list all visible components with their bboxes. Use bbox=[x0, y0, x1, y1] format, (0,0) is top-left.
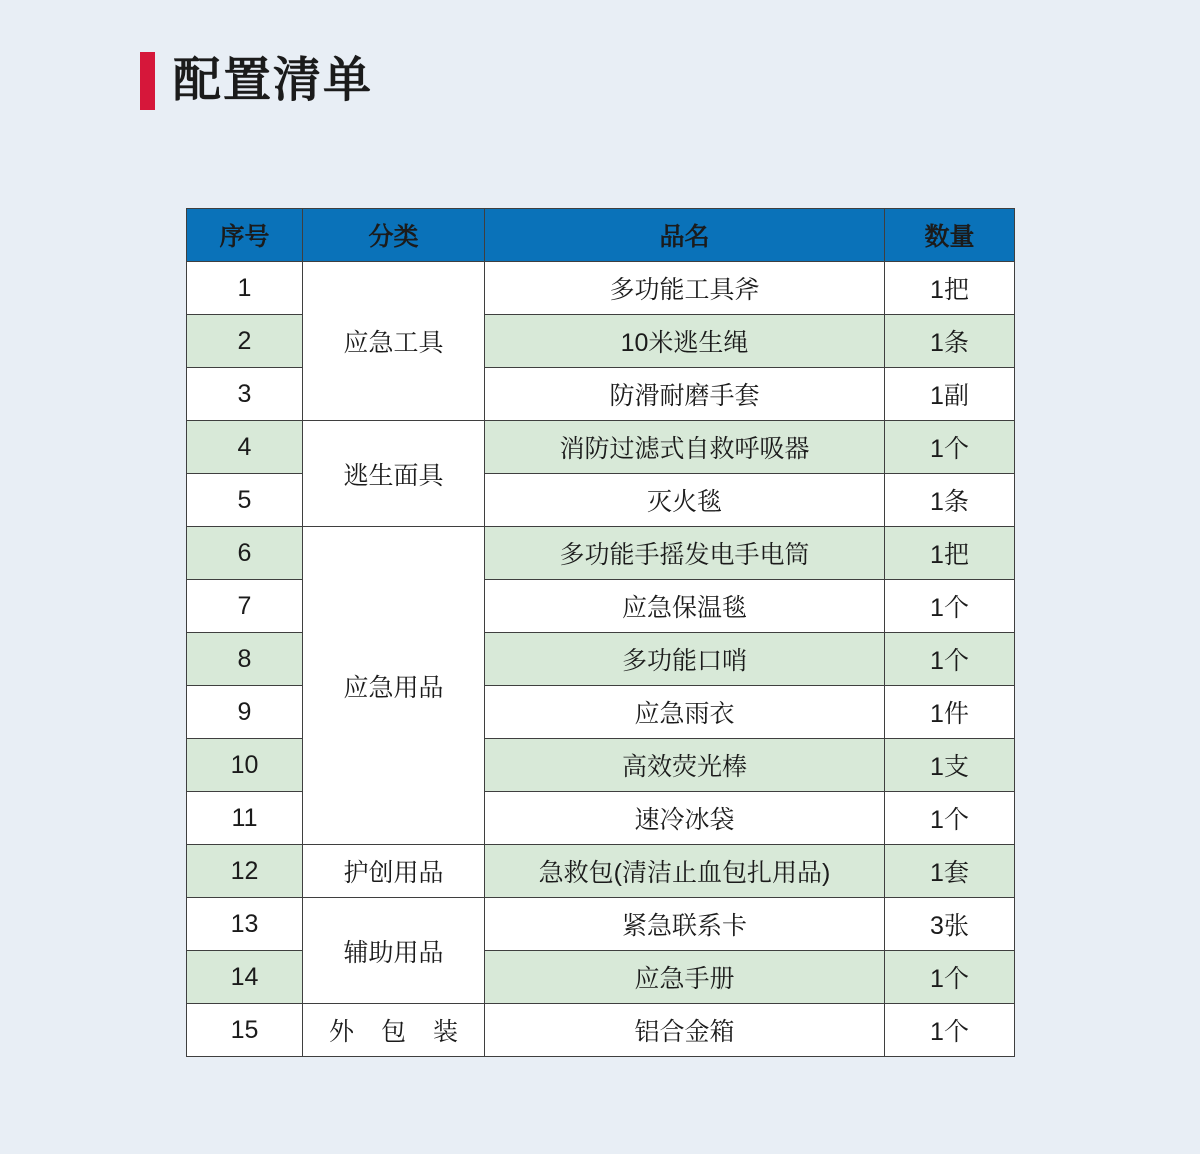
column-header-category: 分类 bbox=[303, 209, 485, 262]
cell-quantity: 1个 bbox=[885, 1004, 1015, 1057]
cell-quantity: 1把 bbox=[885, 262, 1015, 315]
cell-item-name: 多功能口哨 bbox=[485, 633, 885, 686]
config-table bbox=[186, 208, 1015, 1057]
cell-item-name: 应急雨衣 bbox=[485, 686, 885, 739]
page-title-text: 配置清单 bbox=[173, 54, 374, 107]
column-header-name: 品名 bbox=[485, 209, 885, 262]
cell-item-name: 灭火毯 bbox=[485, 474, 885, 527]
column-header-index: 序号 bbox=[187, 209, 303, 262]
cell-category: 辅助用品 bbox=[303, 898, 485, 1004]
cell-quantity: 1件 bbox=[885, 686, 1015, 739]
cell-quantity: 3张 bbox=[885, 898, 1015, 951]
cell-index: 13 bbox=[187, 898, 303, 951]
cell-index: 10 bbox=[187, 739, 303, 792]
table-header bbox=[187, 209, 1015, 262]
cell-quantity: 1套 bbox=[885, 845, 1015, 898]
cell-index: 1 bbox=[187, 262, 303, 315]
cell-item-name: 应急保温毯 bbox=[485, 580, 885, 633]
table-header-row bbox=[187, 209, 1015, 262]
cell-index: 7 bbox=[187, 580, 303, 633]
config-table-container bbox=[186, 208, 1014, 1057]
cell-index: 12 bbox=[187, 845, 303, 898]
cell-item-name: 应急手册 bbox=[485, 951, 885, 1004]
cell-category: 逃生面具 bbox=[303, 421, 485, 527]
cell-quantity: 1个 bbox=[885, 792, 1015, 845]
cell-index: 9 bbox=[187, 686, 303, 739]
cell-item-name: 多功能手摇发电手电筒 bbox=[485, 527, 885, 580]
cell-quantity: 1个 bbox=[885, 633, 1015, 686]
cell-quantity: 1条 bbox=[885, 315, 1015, 368]
table-row bbox=[187, 1004, 1015, 1057]
cell-quantity: 1个 bbox=[885, 580, 1015, 633]
cell-category: 应急工具 bbox=[303, 262, 485, 421]
cell-category: 外 包 装 bbox=[303, 1004, 485, 1057]
cell-quantity: 1副 bbox=[885, 368, 1015, 421]
cell-item-name: 急救包(清洁止血包扎用品) bbox=[485, 845, 885, 898]
cell-index: 4 bbox=[187, 421, 303, 474]
cell-index: 8 bbox=[187, 633, 303, 686]
cell-category: 护创用品 bbox=[303, 845, 485, 898]
cell-quantity: 1条 bbox=[885, 474, 1015, 527]
cell-index: 14 bbox=[187, 951, 303, 1004]
column-header-qty: 数量 bbox=[885, 209, 1015, 262]
cell-item-name: 多功能工具斧 bbox=[485, 262, 885, 315]
cell-quantity: 1个 bbox=[885, 421, 1015, 474]
cell-index: 6 bbox=[187, 527, 303, 580]
cell-index: 5 bbox=[187, 474, 303, 527]
cell-item-name: 铝合金箱 bbox=[485, 1004, 885, 1057]
title-accent-bar bbox=[140, 52, 155, 110]
table-body bbox=[187, 262, 1015, 1057]
cell-quantity: 1支 bbox=[885, 739, 1015, 792]
cell-quantity: 1把 bbox=[885, 527, 1015, 580]
cell-index: 3 bbox=[187, 368, 303, 421]
table-row bbox=[187, 527, 1015, 580]
cell-item-name: 消防过滤式自救呼吸器 bbox=[485, 421, 885, 474]
cell-quantity: 1个 bbox=[885, 951, 1015, 1004]
table-row bbox=[187, 845, 1015, 898]
cell-item-name: 防滑耐磨手套 bbox=[485, 368, 885, 421]
cell-category: 应急用品 bbox=[303, 527, 485, 845]
table-row bbox=[187, 421, 1015, 474]
cell-item-name: 10米逃生绳 bbox=[485, 315, 885, 368]
cell-index: 11 bbox=[187, 792, 303, 845]
cell-index: 2 bbox=[187, 315, 303, 368]
page-title bbox=[140, 52, 373, 110]
table-row bbox=[187, 898, 1015, 951]
cell-item-name: 速冷冰袋 bbox=[485, 792, 885, 845]
cell-item-name: 高效荧光棒 bbox=[485, 739, 885, 792]
cell-index: 15 bbox=[187, 1004, 303, 1057]
cell-item-name: 紧急联系卡 bbox=[485, 898, 885, 951]
table-row bbox=[187, 262, 1015, 315]
